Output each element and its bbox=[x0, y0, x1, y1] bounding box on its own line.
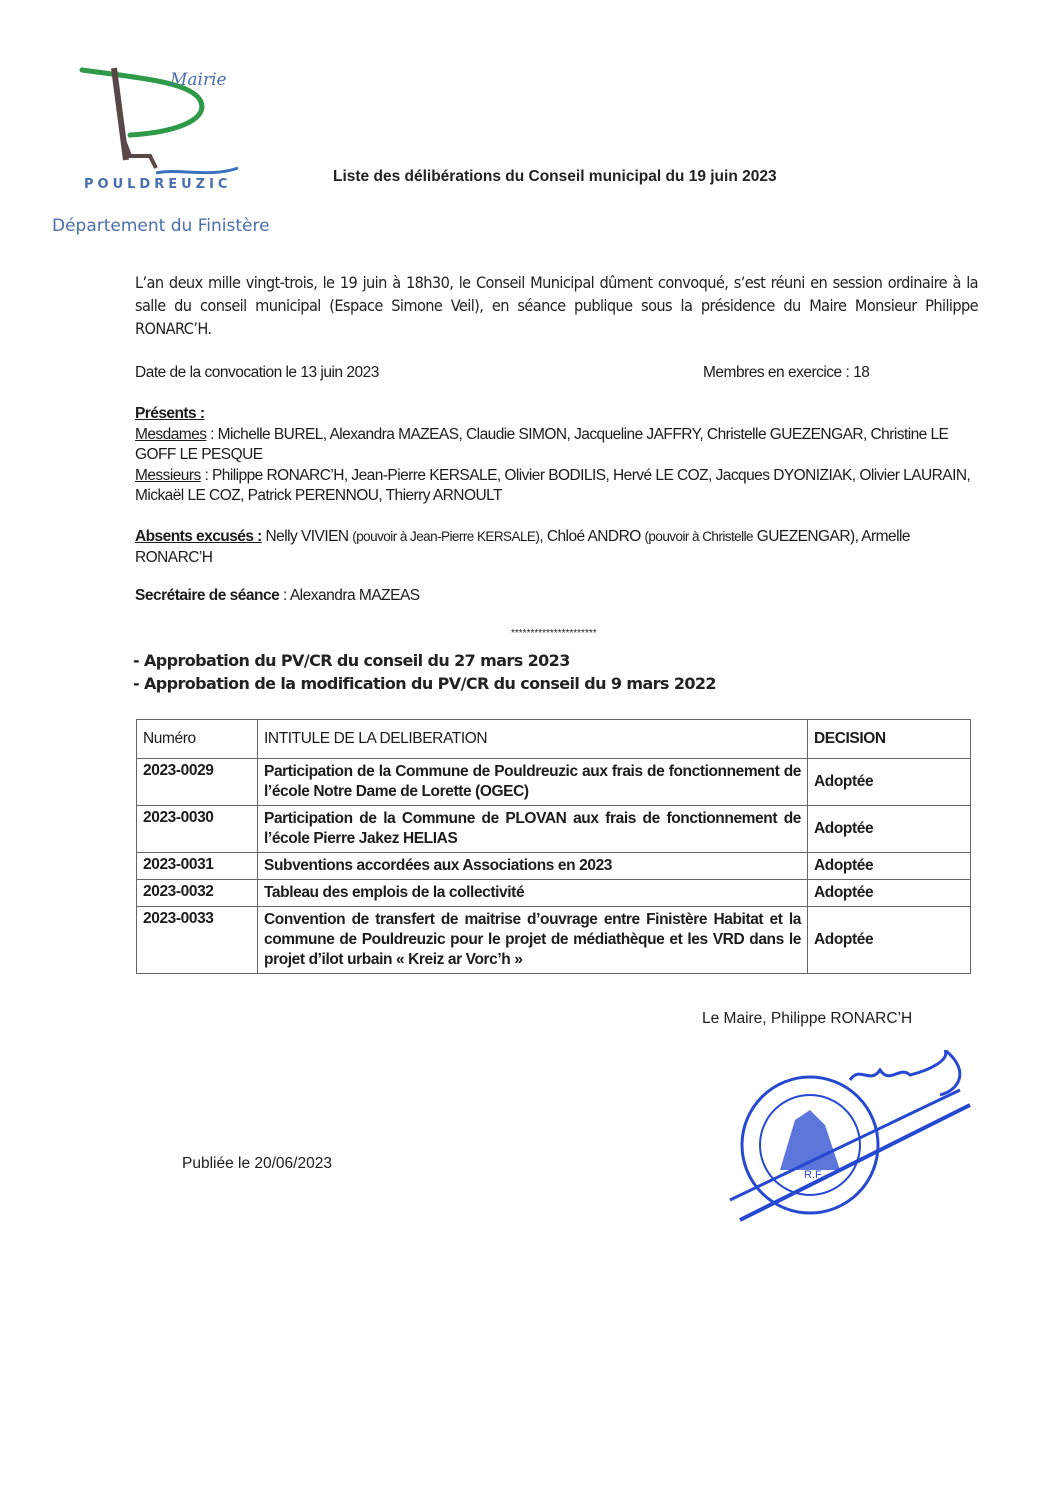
deliberations-table bbox=[136, 719, 971, 974]
header-intitule: INTITULE DE LA DELIBERATION bbox=[258, 720, 808, 759]
convocation-date: Date de la convocation le 13 juin 2023 bbox=[135, 364, 379, 381]
absent-1-proxy: (pouvoir à Jean-Pierre KERSALE) bbox=[352, 529, 540, 544]
absents-rest: GUEZENGAR), Armelle RONARC’H bbox=[135, 528, 910, 566]
row-numero: 2023-0033 bbox=[137, 907, 258, 974]
absent-1-name: Nelly VIVIEN bbox=[261, 528, 353, 545]
logo-town-name: POULDREUZIC bbox=[84, 177, 232, 192]
table-row bbox=[137, 806, 971, 853]
row-numero: 2023-0031 bbox=[137, 853, 258, 880]
maire-signature-label: Le Maire, Philippe RONARC’H bbox=[702, 1010, 913, 1027]
approval-item: - Approbation de la modification du PV/CR du conseil du 9 mars 2022 bbox=[133, 674, 716, 693]
intro-paragraph: L’an deux mille vingt-trois, le 19 juin à 18h30, le Conseil Municipal dûment convoqué, s’est réuni en session ordinaire à la salle du conseil municipal (Espace Simone Veil), en séance publique sous la présidence du Maire Monsieur Philippe RONARC’H. bbox=[135, 273, 978, 338]
row-intitule: Subventions accordées aux Associations en 2023 bbox=[258, 853, 808, 880]
document-title: Liste des délibérations du Conseil municipal du 19 juin 2023 bbox=[333, 168, 777, 185]
header-numero: Numéro bbox=[137, 720, 258, 759]
mesdames-names: : Michelle BUREL, Alexandra MAZEAS, Claudie SIMON, Jacqueline JAFFRY, Christelle GUEZENGAR, Christine LE GOFF LE PESQUE bbox=[135, 425, 949, 463]
table-row bbox=[137, 880, 971, 907]
secretaire-label: Secrétaire de séance bbox=[135, 587, 280, 604]
row-intitule: Convention de transfert de maitrise d’ouvrage entre Finistère Habitat et la commune de Pouldreuzic pour le projet de médiathèque et les VRD dans le projet d’ilot urbain « Kreiz ar Vorc’h » bbox=[258, 907, 808, 974]
messieurs-line bbox=[135, 466, 985, 507]
members-count: Membres en exercice : 18 bbox=[703, 364, 870, 381]
row-decision: Adoptée bbox=[808, 907, 971, 974]
row-decision: Adoptée bbox=[808, 806, 971, 853]
row-intitule: Participation de la Commune de PLOVAN aux frais de fonctionnement de l’école Pierre Jakez HELIAS bbox=[258, 806, 808, 853]
table-row bbox=[137, 907, 971, 974]
absents-section bbox=[135, 527, 985, 568]
table-header-row bbox=[137, 720, 971, 759]
row-numero: 2023-0032 bbox=[137, 880, 258, 907]
stamp-center-text: R.F. bbox=[804, 1169, 824, 1181]
published-date: Publiée le 20/06/2023 bbox=[182, 1155, 332, 1172]
table-row bbox=[137, 853, 971, 880]
row-decision: Adoptée bbox=[808, 880, 971, 907]
mesdames-label: Mesdames bbox=[135, 425, 207, 443]
approvals-list bbox=[133, 649, 716, 695]
absent-2-proxy: (pouvoir à Christelle bbox=[644, 529, 753, 544]
header-decision: DECISION bbox=[808, 720, 971, 759]
presents-label: Présents : bbox=[135, 405, 205, 422]
mesdames-line bbox=[135, 425, 985, 466]
row-decision: Adoptée bbox=[808, 853, 971, 880]
absent-2-name: , Chloé ANDRO bbox=[539, 528, 645, 545]
messieurs-names: : Philippe RONARC’H, Jean-Pierre KERSALE, Olivier BODILIS, Hervé LE COZ, Jacques DYONIZIAK, Olivier LAURAIN, Mickaël LE COZ, Patrick PERENNOU, Thierry ARNOULT bbox=[135, 466, 971, 504]
department-label: Département du Finistère bbox=[52, 216, 270, 236]
row-intitule: Participation de la Commune de Pouldreuzic aux frais de fonctionnement de l’école Notre Dame de Lorette (OGEC) bbox=[258, 759, 808, 806]
row-decision: Adoptée bbox=[808, 759, 971, 806]
secretaire-name: : Alexandra MAZEAS bbox=[279, 587, 420, 604]
row-numero: 2023-0030 bbox=[137, 806, 258, 853]
presents-section bbox=[135, 404, 985, 507]
row-intitule: Tableau des emplois de la collectivité bbox=[258, 880, 808, 907]
secretaire-line bbox=[135, 587, 420, 605]
absents-label: Absents excusés : bbox=[135, 528, 262, 545]
logo-mairie-text: Mairie bbox=[170, 70, 227, 90]
separator-stars: ********************** bbox=[511, 628, 597, 639]
messieurs-label: Messieurs bbox=[135, 466, 201, 484]
official-stamp bbox=[700, 1050, 980, 1230]
row-numero: 2023-0029 bbox=[137, 759, 258, 806]
table-row bbox=[137, 759, 971, 806]
approval-item: - Approbation du PV/CR du conseil du 27 mars 2023 bbox=[133, 651, 570, 670]
